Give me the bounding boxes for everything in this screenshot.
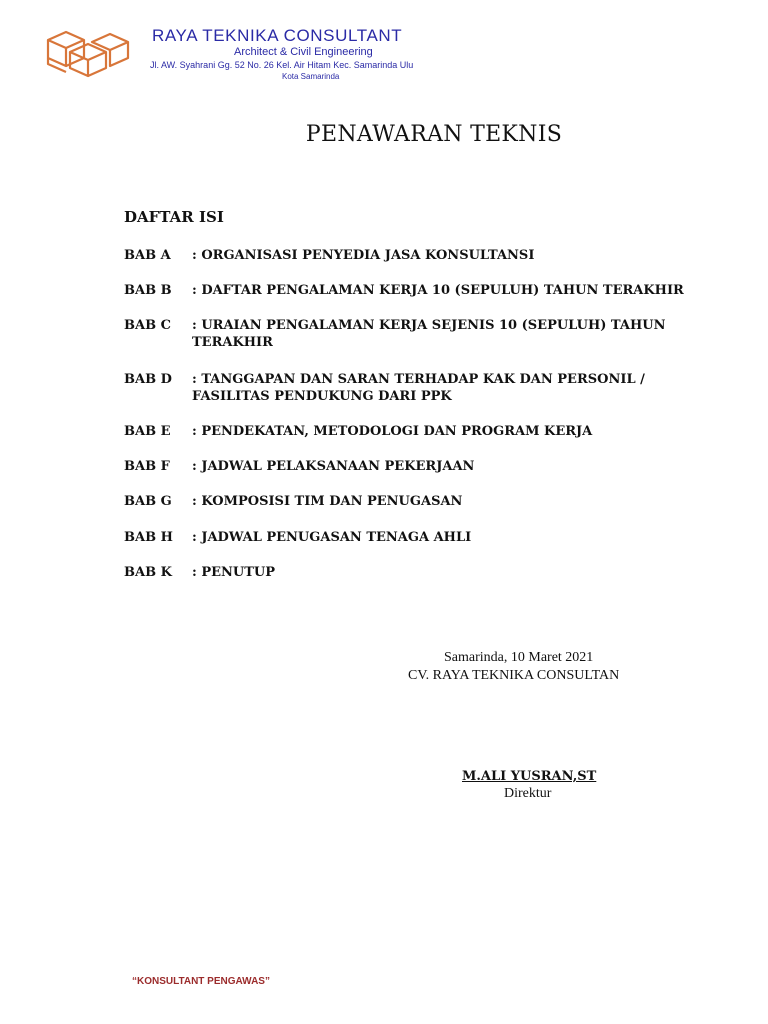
toc-item-text: : ORGANISASI PENYEDIA JASA KONSULTANSI xyxy=(192,248,535,263)
toc-item-code: BAB G xyxy=(124,494,172,509)
toc-item-code: BAB C xyxy=(124,318,171,333)
toc-item-text: : URAIAN PENGALAMAN KERJA SEJENIS 10 (SEPULUH) TAHUN TERAKHIR xyxy=(192,318,666,350)
company-city: Kota Samarinda xyxy=(282,72,340,81)
signatory-name: M.ALI YUSRAN,ST xyxy=(462,769,597,784)
toc-heading: DAFTAR ISI xyxy=(124,208,224,226)
toc-item-text: : PENDEKATAN, METODOLOGI DAN PROGRAM KERJA xyxy=(192,424,593,439)
toc-item-code: BAB K xyxy=(124,565,172,580)
signatory-role: Direktur xyxy=(504,786,552,801)
document-title: PENAWARAN TEKNIS xyxy=(305,122,563,147)
company-logo-icon xyxy=(44,30,130,82)
toc-item-code: BAB E xyxy=(124,424,171,439)
toc-item-text: : DAFTAR PENGALAMAN KERJA 10 (SEPULUH) TAHUN TERAKHIR xyxy=(192,283,684,298)
toc-item-text: : KOMPOSISI TIM DAN PENUGASAN xyxy=(192,494,463,509)
toc-item-text: : PENUTUP xyxy=(192,565,276,580)
toc-item-text: : JADWAL PENUGASAN TENAGA AHLI xyxy=(192,530,472,545)
toc-item-code: BAB F xyxy=(124,459,170,474)
company-name: RAYA TEKNIKA CONSULTANT xyxy=(152,26,403,45)
footer-note: “KONSULTANT PENGAWAS” xyxy=(132,976,270,987)
company-address: Jl. AW. Syahrani Gg. 52 No. 26 Kel. Air Hitam Kec. Samarinda Ulu xyxy=(150,60,414,70)
company-subtitle: Architect & Civil Engineering xyxy=(234,46,373,58)
toc-item-code: BAB B xyxy=(124,283,172,298)
toc-item-code: BAB H xyxy=(124,530,173,545)
signature-place-date: Samarinda, 10 Maret 2021 xyxy=(444,650,594,665)
toc-item-code: BAB D xyxy=(124,372,172,387)
toc-item-text: : JADWAL PELAKSANAAN PEKERJAAN xyxy=(192,459,475,474)
toc-item-text: : TANGGAPAN DAN SARAN TERHADAP KAK DAN PERSONIL / FASILITAS PENDUKUNG DARI PPK xyxy=(192,372,645,404)
toc-item-code: BAB A xyxy=(124,248,171,263)
signature-company: CV. RAYA TEKNIKA CONSULTAN xyxy=(408,668,620,683)
